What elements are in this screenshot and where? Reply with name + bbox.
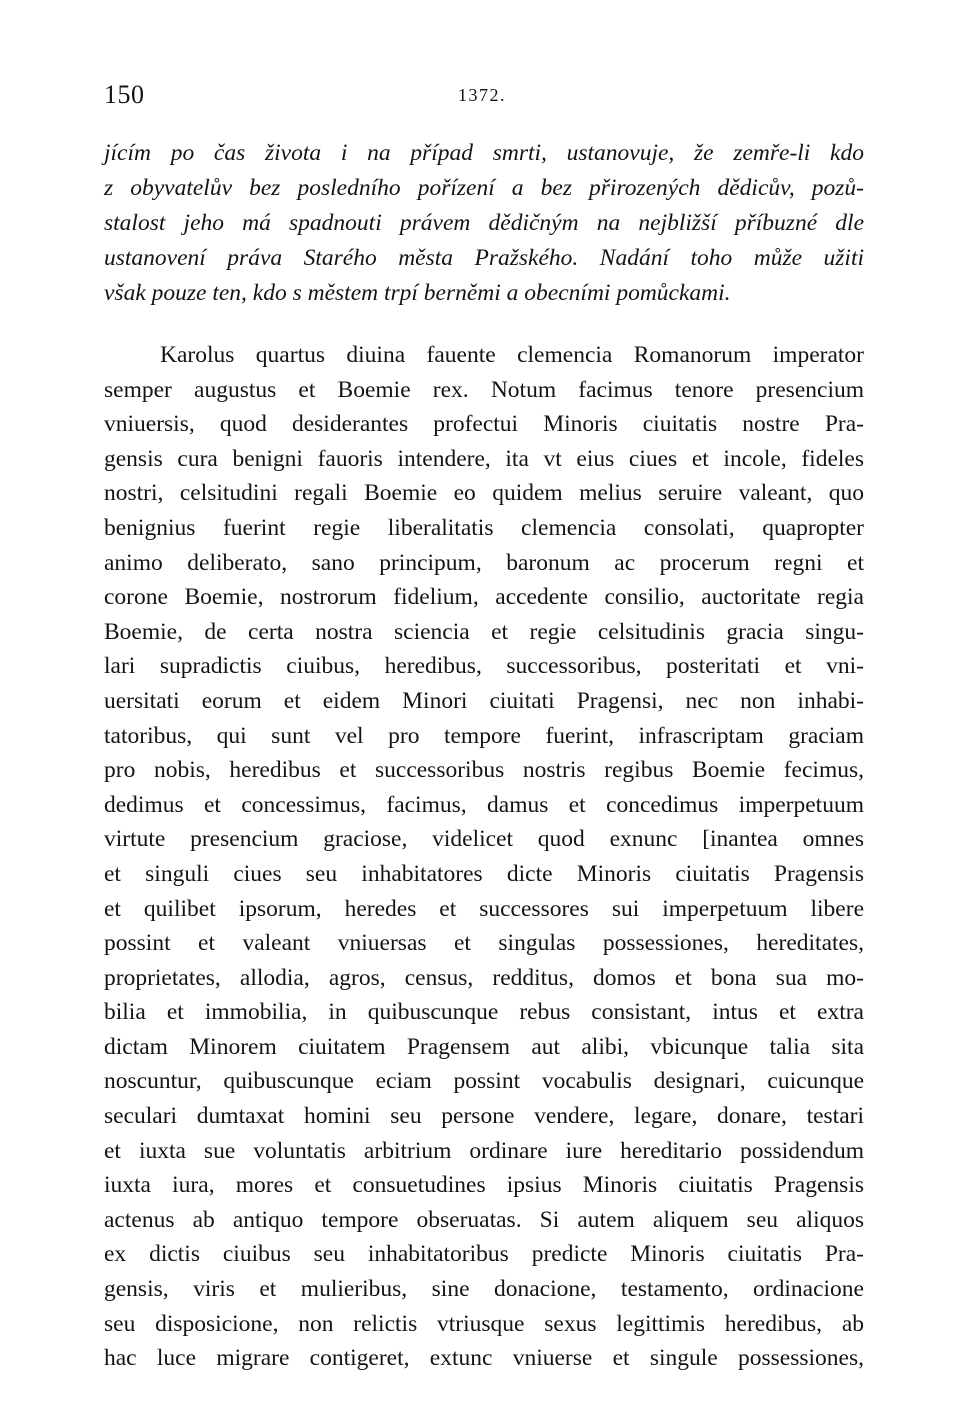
body-line: vniuersis, quod desiderantes profectui Minoris ciuitatis nostre Pra-: [104, 411, 864, 438]
body-line: semper augustus et Boemie rex. Notum facimus tenore presencium: [104, 376, 864, 403]
body-line: noscuntur, quibuscunque eciam possint vocabulis designari, cuicunque: [104, 1068, 864, 1095]
body-line: benignius fuerint regie liberalitatis clemencia consolati, quapropter: [104, 514, 864, 541]
body-line: seculari dumtaxat homini seu persone vendere, legare, donare, testari: [104, 1103, 864, 1130]
body-line: actenus ab antiquo tempore obseruatas. Si autem aliquem seu aliquos: [104, 1206, 864, 1233]
page-number: 150: [104, 80, 145, 109]
body-line: virtute presencium graciose, videlicet quod exnunc [inantea omnes: [104, 826, 864, 853]
summary-line: z obyvatelův bez posledního pořízení a bez přirozených dědicův, pozů-: [104, 175, 864, 201]
body-line: dedimus et concessimus, facimus, damus et concedimus imperpetuum: [104, 791, 864, 818]
body-line: et quilibet ipsorum, heredes et successores sui imperpetuum libere: [104, 895, 864, 922]
body-line: proprietates, allodia, agros, census, redditus, domos et bona sua mo-: [104, 964, 864, 991]
body-line: bilia et immobilia, in quibuscunque rebus consistant, intus et extra: [104, 999, 864, 1026]
summary-line: ustanovení práva Starého města Pražského. Nadání toho může užiti: [104, 245, 864, 271]
body-line: tatoribus, qui sunt vel pro tempore fuerint, infrascriptam graciam: [104, 722, 864, 749]
body-line: Boemie, de certa nostra sciencia et regie celsitudinis gracia singu-: [104, 618, 864, 645]
body-line: lari supradictis ciuibus, heredibus, successoribus, posteritati et vni-: [104, 653, 864, 680]
body-line: nostri, celsitudini regali Boemie eo quidem melius seruire valeant, quo: [104, 480, 864, 507]
latin-charter-text: [104, 338, 864, 1376]
czech-summary: [104, 136, 864, 311]
body-line: gensis cura benigni fauoris intendere, ita vt eius ciues et incole, fideles: [104, 445, 864, 472]
body-line: ex dictis ciuibus seu inhabitatoribus predicte Minoris ciuitatis Pra-: [104, 1241, 864, 1268]
body-line: pro nobis, heredibus et successoribus nostris regibus Boemie fecimus,: [104, 757, 864, 784]
body-line: dictam Minorem ciuitatem Pragensem aut alibi, vbicunque talia sita: [104, 1033, 864, 1060]
body-line: possint et valeant vniuersas et singulas possessiones, hereditates,: [104, 930, 864, 957]
summary-line: stalost jeho má spadnouti právem dědičným na nejbližší příbuzné dle: [104, 210, 864, 236]
page-header: [104, 80, 862, 120]
body-line: corone Boemie, nostrorum fidelium, accedente consilio, auctoritate regia: [104, 584, 864, 611]
body-line: et iuxta sue voluntatis arbitrium ordinare iure hereditario possidendum: [104, 1137, 864, 1164]
body-line: seu disposicione, non relictis vtriusque sexus legittimis heredibus, ab: [104, 1310, 864, 1337]
body-line: et singuli ciues seu inhabitatores dicte Minoris ciuitatis Pragensis: [104, 860, 864, 887]
running-head-year: 1372.: [458, 85, 506, 105]
body-line: animo deliberato, sano principum, baronum ac procerum regni et: [104, 549, 864, 576]
body-line: uersitati eorum et eidem Minori ciuitati Pragensi, nec non inhabi-: [104, 687, 864, 714]
body-line: iuxta iura, mores et consuetudines ipsius Minoris ciuitatis Pragensis: [104, 1172, 864, 1199]
summary-line: však pouze ten, kdo s městem trpí berněmi a obecními pomůckami.: [104, 280, 731, 306]
body-line: hac luce migrare contigeret, extunc vniuerse et singule possessiones,: [104, 1345, 864, 1372]
summary-line: jícím po čas života i na případ smrti, ustanovuje, že zemře-li kdo: [104, 140, 864, 166]
body-line: Karolus quartus diuina fauente clemencia Romanorum imperator: [160, 342, 864, 368]
body-line: gensis, viris et mulieribus, sine donacione, testamento, ordinacione: [104, 1276, 864, 1303]
